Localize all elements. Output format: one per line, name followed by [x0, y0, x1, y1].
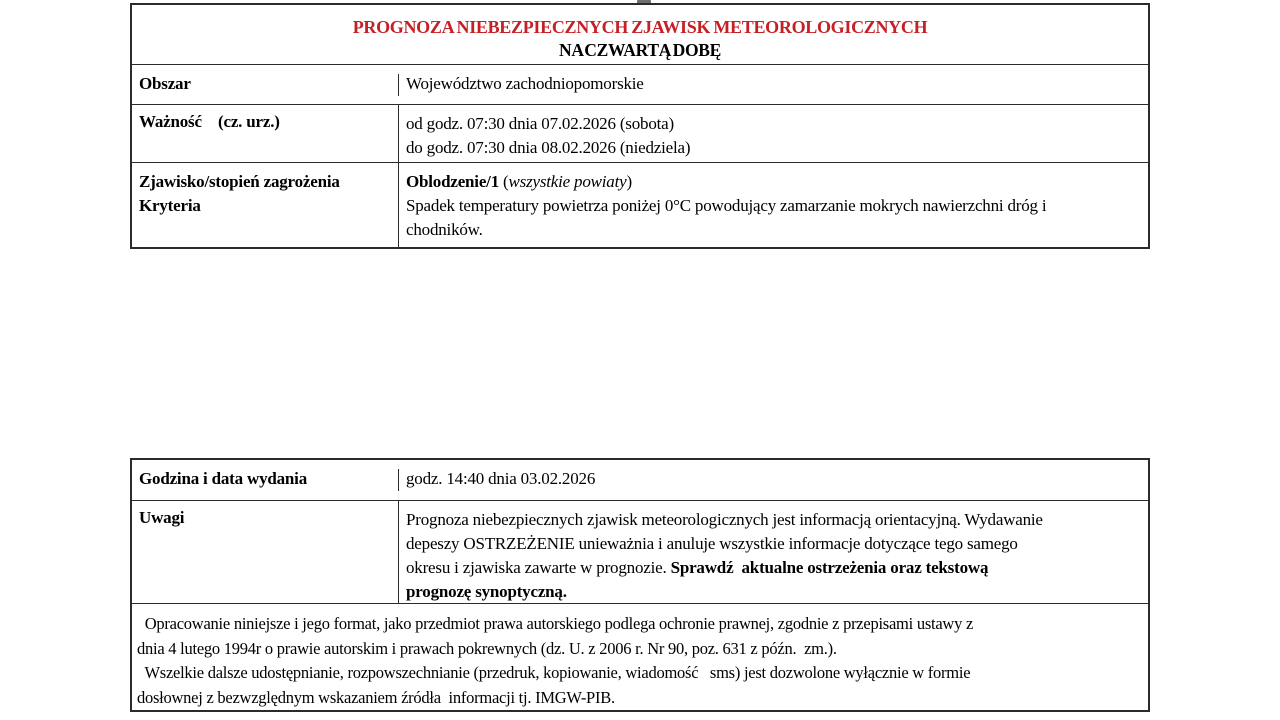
- obszar-row: [132, 64, 1148, 104]
- zjawisko-label: Zjawisko/stopień zagrożenia Kryteria: [132, 163, 399, 247]
- copyright-row: [132, 603, 1148, 710]
- uwagi-label: Uwagi: [132, 501, 399, 603]
- document-subtitle: NA CZWARTĄ DOBĘ: [559, 40, 721, 60]
- waznosc-label: Ważność (cz. urz.): [132, 105, 399, 162]
- uwagi-row: [132, 500, 1148, 603]
- godzina-row: [132, 460, 1148, 500]
- uwagi-value: Prognoza niebezpiecznych zjawisk meteorologicznych jest informacją orientacyjną. Wydawanie depeszy OSTRZEŻENIE unieważnia i anuluje wszystkie informacje dotyczące tego samego okresu i zjawiska zawarte w prognozie. Sprawdź aktualne ostrzeżenia oraz tekstową prognozę synoptyczną.: [406, 510, 1043, 601]
- title-row: [132, 5, 1148, 64]
- zjawisko-value: Oblodzenie/1 (wszystkie powiaty) Spadek temperatury powietrza poniżej 0°C powodujący zamarzanie mokrych nawierzchni dróg i chodników.: [406, 172, 1047, 239]
- document-title: PROGNOZA NIEBEZPIECZNYCH ZJAWISK METEOROLOGICZNYCH: [352, 17, 928, 37]
- copyright-notice: Opracowanie niniejsze i jego format, jako przedmiot prawa autorskiego podlega ochronie prawnej, zgodnie z przepisami ustawy z dnia 4 lutego 1994r o prawie autorskim i prawach pokrewnych (dz. U. z 2006 r. Nr 90, poz. 631 z późn. zm.). Wszelkie dalsze udostępnianie, rozpowszechnianie (przedruk, kopiowanie, wiadomość sms) jest dozwolone wyłącznie w formie dosłownej z bezwzględnym wskazaniem źródła informacji tj. IMGW-PIB.: [137, 614, 974, 707]
- zjawisko-row: [132, 162, 1148, 247]
- issue-table: [130, 458, 1150, 712]
- godzina-value: godz. 14:40 dnia 03.02.2026: [406, 469, 596, 488]
- obszar-value: Województwo zachodniopomorskie: [406, 73, 644, 93]
- waznosc-row: [132, 104, 1148, 162]
- waznosc-value: od godz. 07:30 dnia 07.02.2026 (sobota) do godz. 07:30 dnia 08.02.2026 (niedziela): [406, 114, 691, 157]
- obszar-label: Obszar: [132, 74, 399, 96]
- godzina-label: Godzina i data wydania: [132, 469, 399, 491]
- forecast-table: [130, 3, 1150, 249]
